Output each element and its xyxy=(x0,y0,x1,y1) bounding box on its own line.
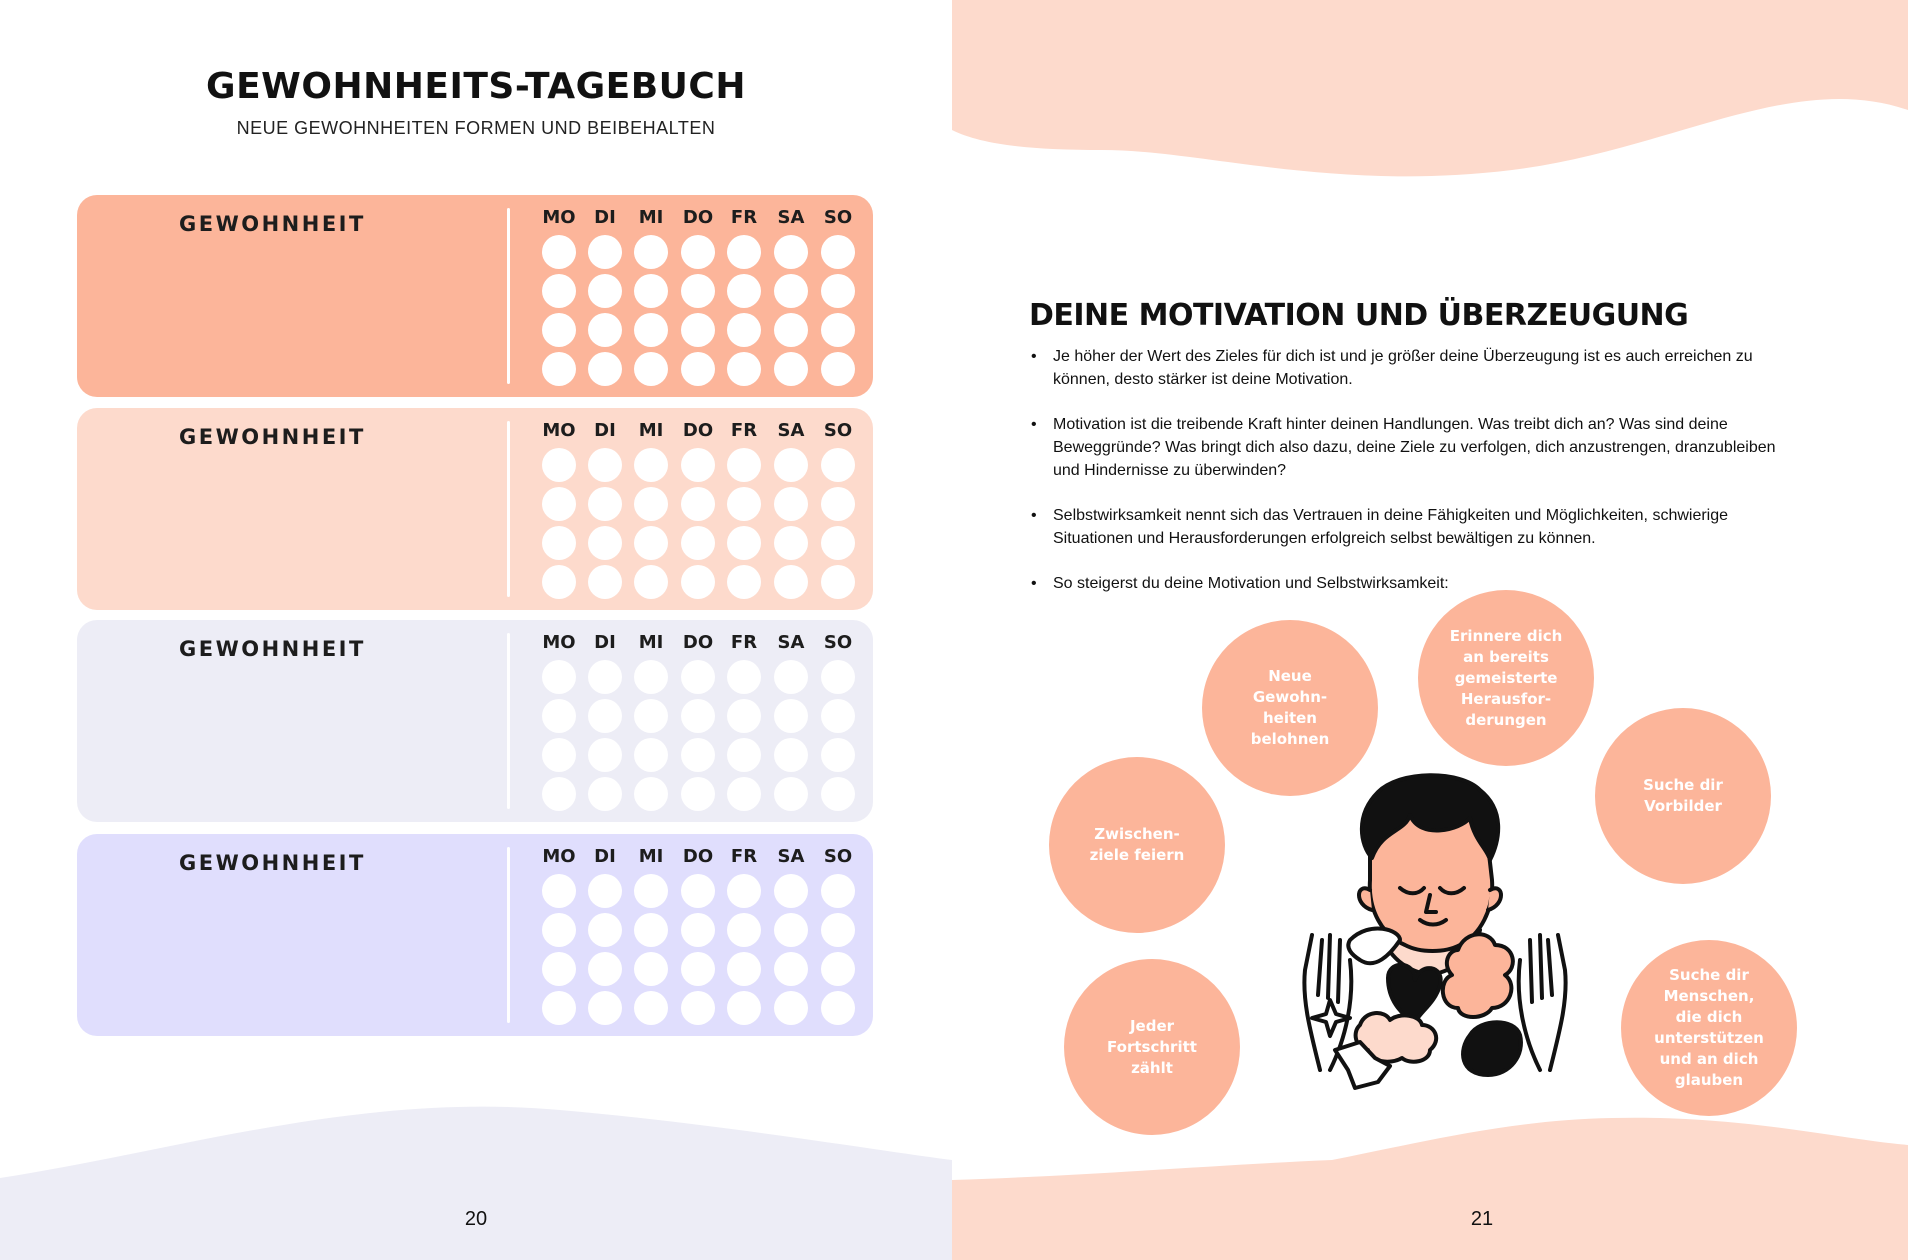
page-number: 20 xyxy=(464,1208,488,1230)
motivation-bubble xyxy=(1595,708,1771,884)
day-label: DI xyxy=(594,632,616,653)
habit-checkbox[interactable] xyxy=(588,352,622,386)
habit-checkbox[interactable] xyxy=(634,235,668,269)
habit-label: GEWOHNHEIT xyxy=(179,851,366,875)
day-label: SA xyxy=(777,846,805,867)
habit-checkbox[interactable] xyxy=(774,313,808,347)
habit-checkbox[interactable] xyxy=(588,874,622,908)
habit-checkbox[interactable] xyxy=(542,738,576,772)
motivation-bubble xyxy=(1621,940,1797,1116)
habit-checkbox[interactable] xyxy=(774,699,808,733)
day-label: FR xyxy=(730,846,758,867)
habit-checkbox[interactable] xyxy=(681,874,715,908)
habit-checkbox[interactable] xyxy=(542,487,576,521)
habit-checkbox[interactable] xyxy=(588,526,622,560)
bubble-text: Zwischen- ziele feiern xyxy=(1089,825,1185,864)
day-label: SO xyxy=(823,632,853,653)
motivation-bubble xyxy=(1064,959,1240,1135)
habit-label: GEWOHNHEIT xyxy=(179,212,366,236)
habit-checkbox[interactable] xyxy=(634,313,668,347)
habit-checkbox[interactable] xyxy=(821,235,855,269)
habit-checkbox[interactable] xyxy=(588,952,622,986)
habit-checkbox[interactable] xyxy=(681,699,715,733)
habit-checkbox[interactable] xyxy=(774,777,808,811)
habit-checkbox[interactable] xyxy=(821,874,855,908)
habit-checkbox[interactable] xyxy=(542,352,576,386)
habit-checkbox[interactable] xyxy=(542,565,576,599)
day-label: SO xyxy=(823,207,853,228)
habit-checkbox[interactable] xyxy=(727,526,761,560)
day-label: MI xyxy=(638,207,664,228)
habit-checkbox[interactable] xyxy=(588,738,622,772)
left-page xyxy=(0,0,952,1260)
habit-checkbox[interactable] xyxy=(774,991,808,1025)
card-divider xyxy=(507,847,510,1023)
habit-checkbox[interactable] xyxy=(542,448,576,482)
habit-checkbox[interactable] xyxy=(542,313,576,347)
page-title: GEWOHNHEITS-TAGEBUCH xyxy=(206,66,746,107)
habit-label: GEWOHNHEIT xyxy=(179,425,366,449)
habit-checkbox[interactable] xyxy=(821,313,855,347)
habit-checkbox[interactable] xyxy=(588,487,622,521)
meditating-person-illustration xyxy=(1260,770,1610,1100)
habit-checkbox[interactable] xyxy=(821,991,855,1025)
habit-checkbox[interactable] xyxy=(634,952,668,986)
habit-checkbox[interactable] xyxy=(821,565,855,599)
bubble-text: Erinnere dich an bereits gemeisterte Herausfor- derungen xyxy=(1449,626,1563,729)
habit-checkbox[interactable] xyxy=(727,235,761,269)
habit-checkbox[interactable] xyxy=(542,913,576,947)
habit-checkbox[interactable] xyxy=(774,526,808,560)
bullet-item: • So steigerst du deine Motivation und Selbstwirksamkeit: xyxy=(1029,572,1799,595)
bullet-list xyxy=(1029,345,1799,617)
habit-checkbox[interactable] xyxy=(774,235,808,269)
habit-checkbox[interactable] xyxy=(681,235,715,269)
habit-checkbox[interactable] xyxy=(542,274,576,308)
day-label: DO xyxy=(682,846,714,867)
habit-label: GEWOHNHEIT xyxy=(179,637,366,661)
habit-checkbox[interactable] xyxy=(681,777,715,811)
habit-checkbox[interactable] xyxy=(588,448,622,482)
habit-checkbox[interactable] xyxy=(588,660,622,694)
day-label: DI xyxy=(594,420,616,441)
habit-checkbox[interactable] xyxy=(681,952,715,986)
day-label: FR xyxy=(730,207,758,228)
page-number: 21 xyxy=(1470,1208,1494,1230)
habit-checkbox[interactable] xyxy=(681,313,715,347)
habit-checkbox[interactable] xyxy=(588,991,622,1025)
habit-checkbox[interactable] xyxy=(774,738,808,772)
card-divider xyxy=(507,421,510,597)
habit-checkbox[interactable] xyxy=(681,274,715,308)
habit-checkbox[interactable] xyxy=(634,274,668,308)
habit-checkbox[interactable] xyxy=(634,913,668,947)
habit-checkbox[interactable] xyxy=(681,565,715,599)
habit-checkbox[interactable] xyxy=(588,274,622,308)
day-label: MO xyxy=(542,207,576,228)
day-label: MO xyxy=(542,420,576,441)
day-label: MI xyxy=(638,420,664,441)
habit-checkbox[interactable] xyxy=(681,913,715,947)
day-label: SO xyxy=(823,420,853,441)
habit-checkbox[interactable] xyxy=(727,738,761,772)
habit-checkbox[interactable] xyxy=(588,913,622,947)
habit-checkbox[interactable] xyxy=(821,660,855,694)
day-label: SA xyxy=(777,207,805,228)
habit-checkbox[interactable] xyxy=(727,952,761,986)
habit-checkbox[interactable] xyxy=(821,699,855,733)
habit-checkbox[interactable] xyxy=(681,448,715,482)
habit-checkbox[interactable] xyxy=(727,487,761,521)
habit-checkbox[interactable] xyxy=(542,660,576,694)
habit-checkbox[interactable] xyxy=(542,952,576,986)
habit-checkbox[interactable] xyxy=(727,660,761,694)
habit-checkbox[interactable] xyxy=(774,487,808,521)
habit-checkbox[interactable] xyxy=(774,660,808,694)
habit-checkbox[interactable] xyxy=(634,738,668,772)
habit-checkbox[interactable] xyxy=(542,699,576,733)
card-divider xyxy=(507,208,510,384)
habit-card xyxy=(77,408,873,610)
habit-card xyxy=(77,620,873,822)
section-heading: DEINE MOTIVATION UND ÜBERZEUGUNG xyxy=(1029,298,1689,333)
habit-checkbox[interactable] xyxy=(774,913,808,947)
habit-checkbox[interactable] xyxy=(821,274,855,308)
day-label: SA xyxy=(777,632,805,653)
habit-card xyxy=(77,834,873,1036)
habit-checkbox[interactable] xyxy=(681,526,715,560)
motivation-bubble xyxy=(1418,590,1594,766)
habit-checkbox[interactable] xyxy=(542,777,576,811)
bullet-item: • Je höher der Wert des Zieles für dich ist und je größer deine Überzeugung ist es auch erreichen zu können, desto stärker ist deine Motivation. xyxy=(1029,345,1799,391)
habit-checkbox[interactable] xyxy=(634,487,668,521)
habit-checkbox[interactable] xyxy=(681,487,715,521)
habit-checkbox[interactable] xyxy=(774,448,808,482)
day-label: FR xyxy=(730,420,758,441)
card-divider xyxy=(507,633,510,809)
habit-checkbox[interactable] xyxy=(588,235,622,269)
habit-checkbox[interactable] xyxy=(542,874,576,908)
habit-checkbox[interactable] xyxy=(588,699,622,733)
bubble-text: Jeder Fortschritt zählt xyxy=(1107,1016,1197,1077)
habit-checkbox[interactable] xyxy=(542,526,576,560)
habit-checkbox[interactable] xyxy=(681,991,715,1025)
day-label: SO xyxy=(823,846,853,867)
habit-checkbox[interactable] xyxy=(774,952,808,986)
habit-checkbox[interactable] xyxy=(681,660,715,694)
bubble-text: Neue Gewohn- heiten belohnen xyxy=(1250,667,1330,748)
habit-checkbox[interactable] xyxy=(634,526,668,560)
day-label: DI xyxy=(594,207,616,228)
habit-checkbox[interactable] xyxy=(634,777,668,811)
habit-checkbox[interactable] xyxy=(727,352,761,386)
bubble-text: Suche dir Menschen, die dich unterstützen und an dich glauben xyxy=(1654,966,1764,1089)
habit-checkbox[interactable] xyxy=(634,448,668,482)
day-label: FR xyxy=(730,632,758,653)
habit-checkbox[interactable] xyxy=(634,565,668,599)
habit-checkbox[interactable] xyxy=(774,274,808,308)
day-label: MO xyxy=(542,632,576,653)
habit-checkbox[interactable] xyxy=(821,448,855,482)
bullet-item: • Selbstwirksamkeit nennt sich das Vertrauen in deine Fähigkeiten und Möglichkeiten, schwierige Situationen und Herausforderungen erfolgreich selbst bewältigen zu können. xyxy=(1029,504,1799,550)
day-label: DO xyxy=(682,632,714,653)
habit-checkbox[interactable] xyxy=(588,777,622,811)
day-label: MO xyxy=(542,846,576,867)
day-label: DI xyxy=(594,846,616,867)
habit-checkbox[interactable] xyxy=(727,777,761,811)
habit-checkbox[interactable] xyxy=(821,913,855,947)
day-label: DO xyxy=(682,207,714,228)
bullet-item: • Motivation ist die treibende Kraft hinter deinen Handlungen. Was treibt dich an? Was sind deine Beweggründe? Was bringt dich also dazu, deine Ziele zu verfolgen, dich anzustrengen, dranzubleiben und Hindernisse zu überwinden? xyxy=(1029,413,1799,482)
habit-checkbox[interactable] xyxy=(774,352,808,386)
habit-checkbox[interactable] xyxy=(634,352,668,386)
day-label: DO xyxy=(682,420,714,441)
habit-checkbox[interactable] xyxy=(774,565,808,599)
habit-checkbox[interactable] xyxy=(542,991,576,1025)
habit-checkbox[interactable] xyxy=(774,874,808,908)
habit-checkbox[interactable] xyxy=(542,235,576,269)
habit-checkbox[interactable] xyxy=(727,274,761,308)
habit-checkbox[interactable] xyxy=(821,487,855,521)
day-label: MI xyxy=(638,632,664,653)
habit-checkbox[interactable] xyxy=(821,952,855,986)
habit-checkbox[interactable] xyxy=(727,913,761,947)
day-label: MI xyxy=(638,846,664,867)
habit-checkbox[interactable] xyxy=(821,738,855,772)
habit-checkbox[interactable] xyxy=(727,991,761,1025)
habit-checkbox[interactable] xyxy=(821,352,855,386)
habit-checkbox[interactable] xyxy=(727,874,761,908)
habit-checkbox[interactable] xyxy=(821,777,855,811)
habit-checkbox[interactable] xyxy=(821,526,855,560)
habit-checkbox[interactable] xyxy=(634,660,668,694)
bubble-text: Suche dir Vorbilder xyxy=(1643,776,1723,815)
habit-checkbox[interactable] xyxy=(681,352,715,386)
habit-checkbox[interactable] xyxy=(634,874,668,908)
habit-checkbox[interactable] xyxy=(634,991,668,1025)
habit-checkbox[interactable] xyxy=(727,565,761,599)
day-label: SA xyxy=(777,420,805,441)
habit-checkbox[interactable] xyxy=(588,313,622,347)
habit-checkbox[interactable] xyxy=(588,565,622,599)
habit-checkbox[interactable] xyxy=(727,699,761,733)
motivation-bubble xyxy=(1049,757,1225,933)
habit-checkbox[interactable] xyxy=(727,448,761,482)
habit-checkbox[interactable] xyxy=(681,738,715,772)
habit-card xyxy=(77,195,873,397)
page-subtitle: NEUE GEWOHNHEITEN FORMEN UND BEIBEHALTEN xyxy=(236,118,716,138)
habit-checkbox[interactable] xyxy=(727,313,761,347)
habit-checkbox[interactable] xyxy=(634,699,668,733)
